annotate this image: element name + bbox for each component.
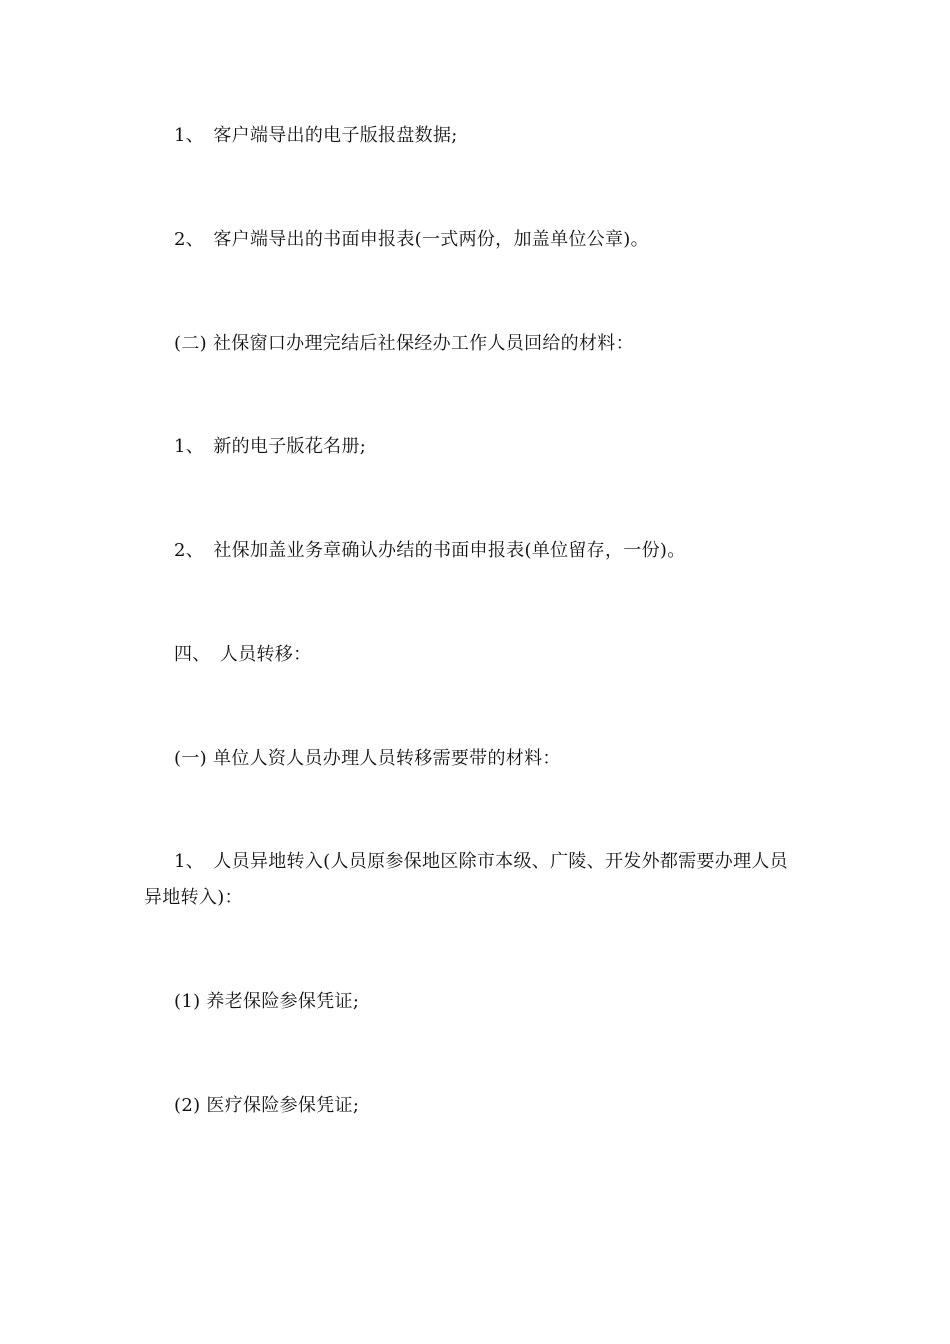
paragraph-8: (1) 养老保险参保凭证; — [174, 991, 360, 1012]
paragraph-7: 1、 人员异地转入(人员原参保地区除市本级、广陵、开发外都需要办理人员异地转入)： — [144, 851, 788, 908]
paragraph-1: 1、 客户端导出的电子版报盘数据; — [174, 125, 458, 146]
paragraph-2: 2、 客户端导出的书面申报表(一式两份，加盖单位公章)。 — [174, 229, 649, 250]
paragraph-5: 2、 社保加盖业务章确认办结的书面申报表(单位留存，一份)。 — [174, 540, 686, 561]
paragraph-4: 1、 新的电子版花名册; — [174, 436, 367, 457]
paragraph-9: (2) 医疗保险参保凭证; — [174, 1095, 360, 1116]
paragraph-3: (二) 社保窗口办理完结后社保经办工作人员回给的材料： — [174, 333, 634, 354]
section-heading: 四、 人员转移： — [174, 644, 312, 665]
paragraph-6: (一) 单位人资人员办理人员转移需要带的材料： — [174, 748, 561, 769]
